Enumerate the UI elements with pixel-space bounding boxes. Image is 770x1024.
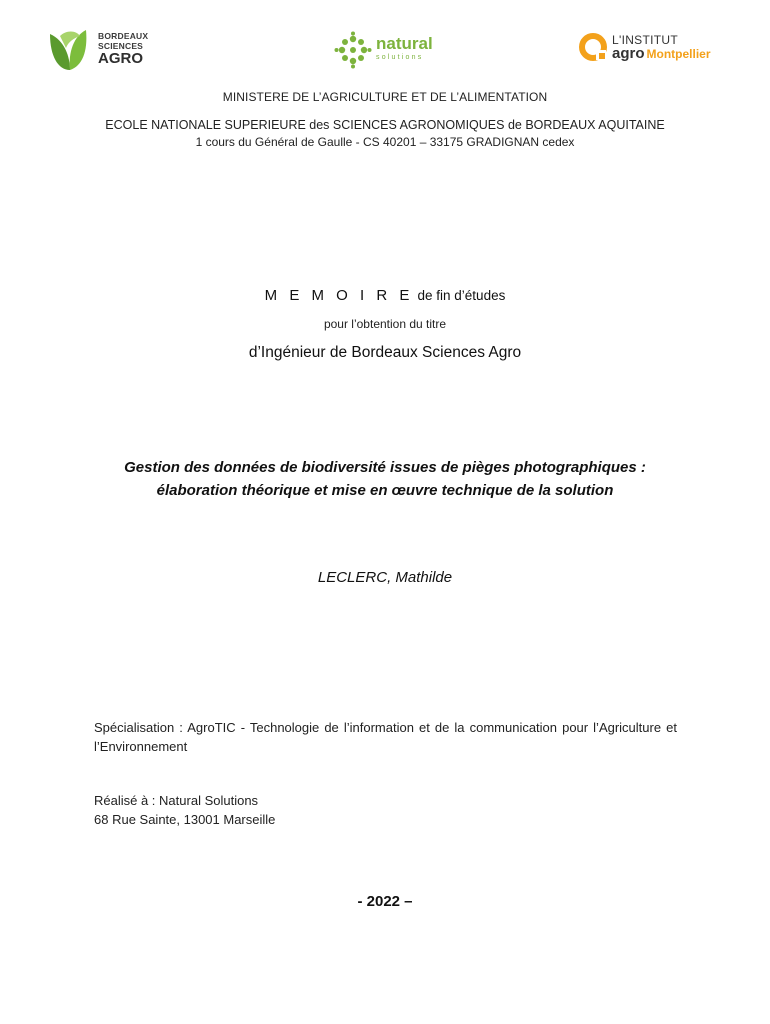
ecole-address: 1 cours du Général de Gaulle - CS 40201 – 33175 GRADIGNAN cedex <box>195 135 575 149</box>
thesis-title-line1: Gestion des données de biodiversité issues de pièges photographiques : <box>124 459 646 476</box>
flower-icon <box>334 31 372 69</box>
thesis-title <box>0 456 770 502</box>
natural-solutions-logo <box>334 31 433 69</box>
memoire-title-spaced: M E M O I R E <box>264 287 414 304</box>
specialisation-value: AgroTIC - Technologie de l’information et de la communication pour l’Agriculture et l’Environnement <box>94 720 677 754</box>
ring-icon <box>578 32 608 62</box>
logo-bsa-line1: BORDEAUX <box>98 31 149 41</box>
leaf-icon <box>46 26 92 72</box>
thesis-title-line2: élaboration théorique et mise en œuvre technique de la solution <box>156 482 614 499</box>
logo-bsa-line3: AGRO <box>98 50 143 67</box>
logo-ns-line2: solutions <box>376 54 424 61</box>
realise-company: Natural Solutions <box>159 793 259 808</box>
logo-ia-line1: L'INSTITUT <box>612 32 678 47</box>
memoire-title <box>0 287 770 304</box>
logo-ia-line3: Montpellier <box>646 46 711 61</box>
ingenieur-line: d’Ingénieur de Bordeaux Sciences Agro <box>248 344 522 361</box>
realise-address: 68 Rue Sainte, 13001 Marseille <box>94 812 276 827</box>
logo-ns-line1: natural <box>376 34 433 53</box>
logo-bsa-line2: SCIENCES <box>98 41 144 51</box>
obtention-line: pour l’obtention du titre <box>323 317 447 331</box>
realise-label: Réalisé à : <box>94 793 156 808</box>
realise-block <box>94 791 677 829</box>
institut-agro-logo <box>578 32 711 62</box>
specialisation-block <box>94 718 677 756</box>
ecole-heading: ECOLE NATIONALE SUPERIEURE des SCIENCES AGRONOMIQUES de BORDEAUX AQUITAINE <box>105 118 665 132</box>
memoire-title-rest: de fin d’études <box>417 288 506 303</box>
author-name: LECLERC, Mathilde <box>317 569 453 586</box>
logo-bar <box>0 22 770 78</box>
logo-ia-line2: agro <box>612 44 645 62</box>
bordeaux-sciences-agro-logo <box>46 26 148 72</box>
year-label: - 2022 – <box>357 893 413 910</box>
ministere-heading: MINISTERE DE L’AGRICULTURE ET DE L’ALIMENTATION <box>222 90 548 104</box>
specialisation-label: Spécialisation : <box>94 720 183 735</box>
